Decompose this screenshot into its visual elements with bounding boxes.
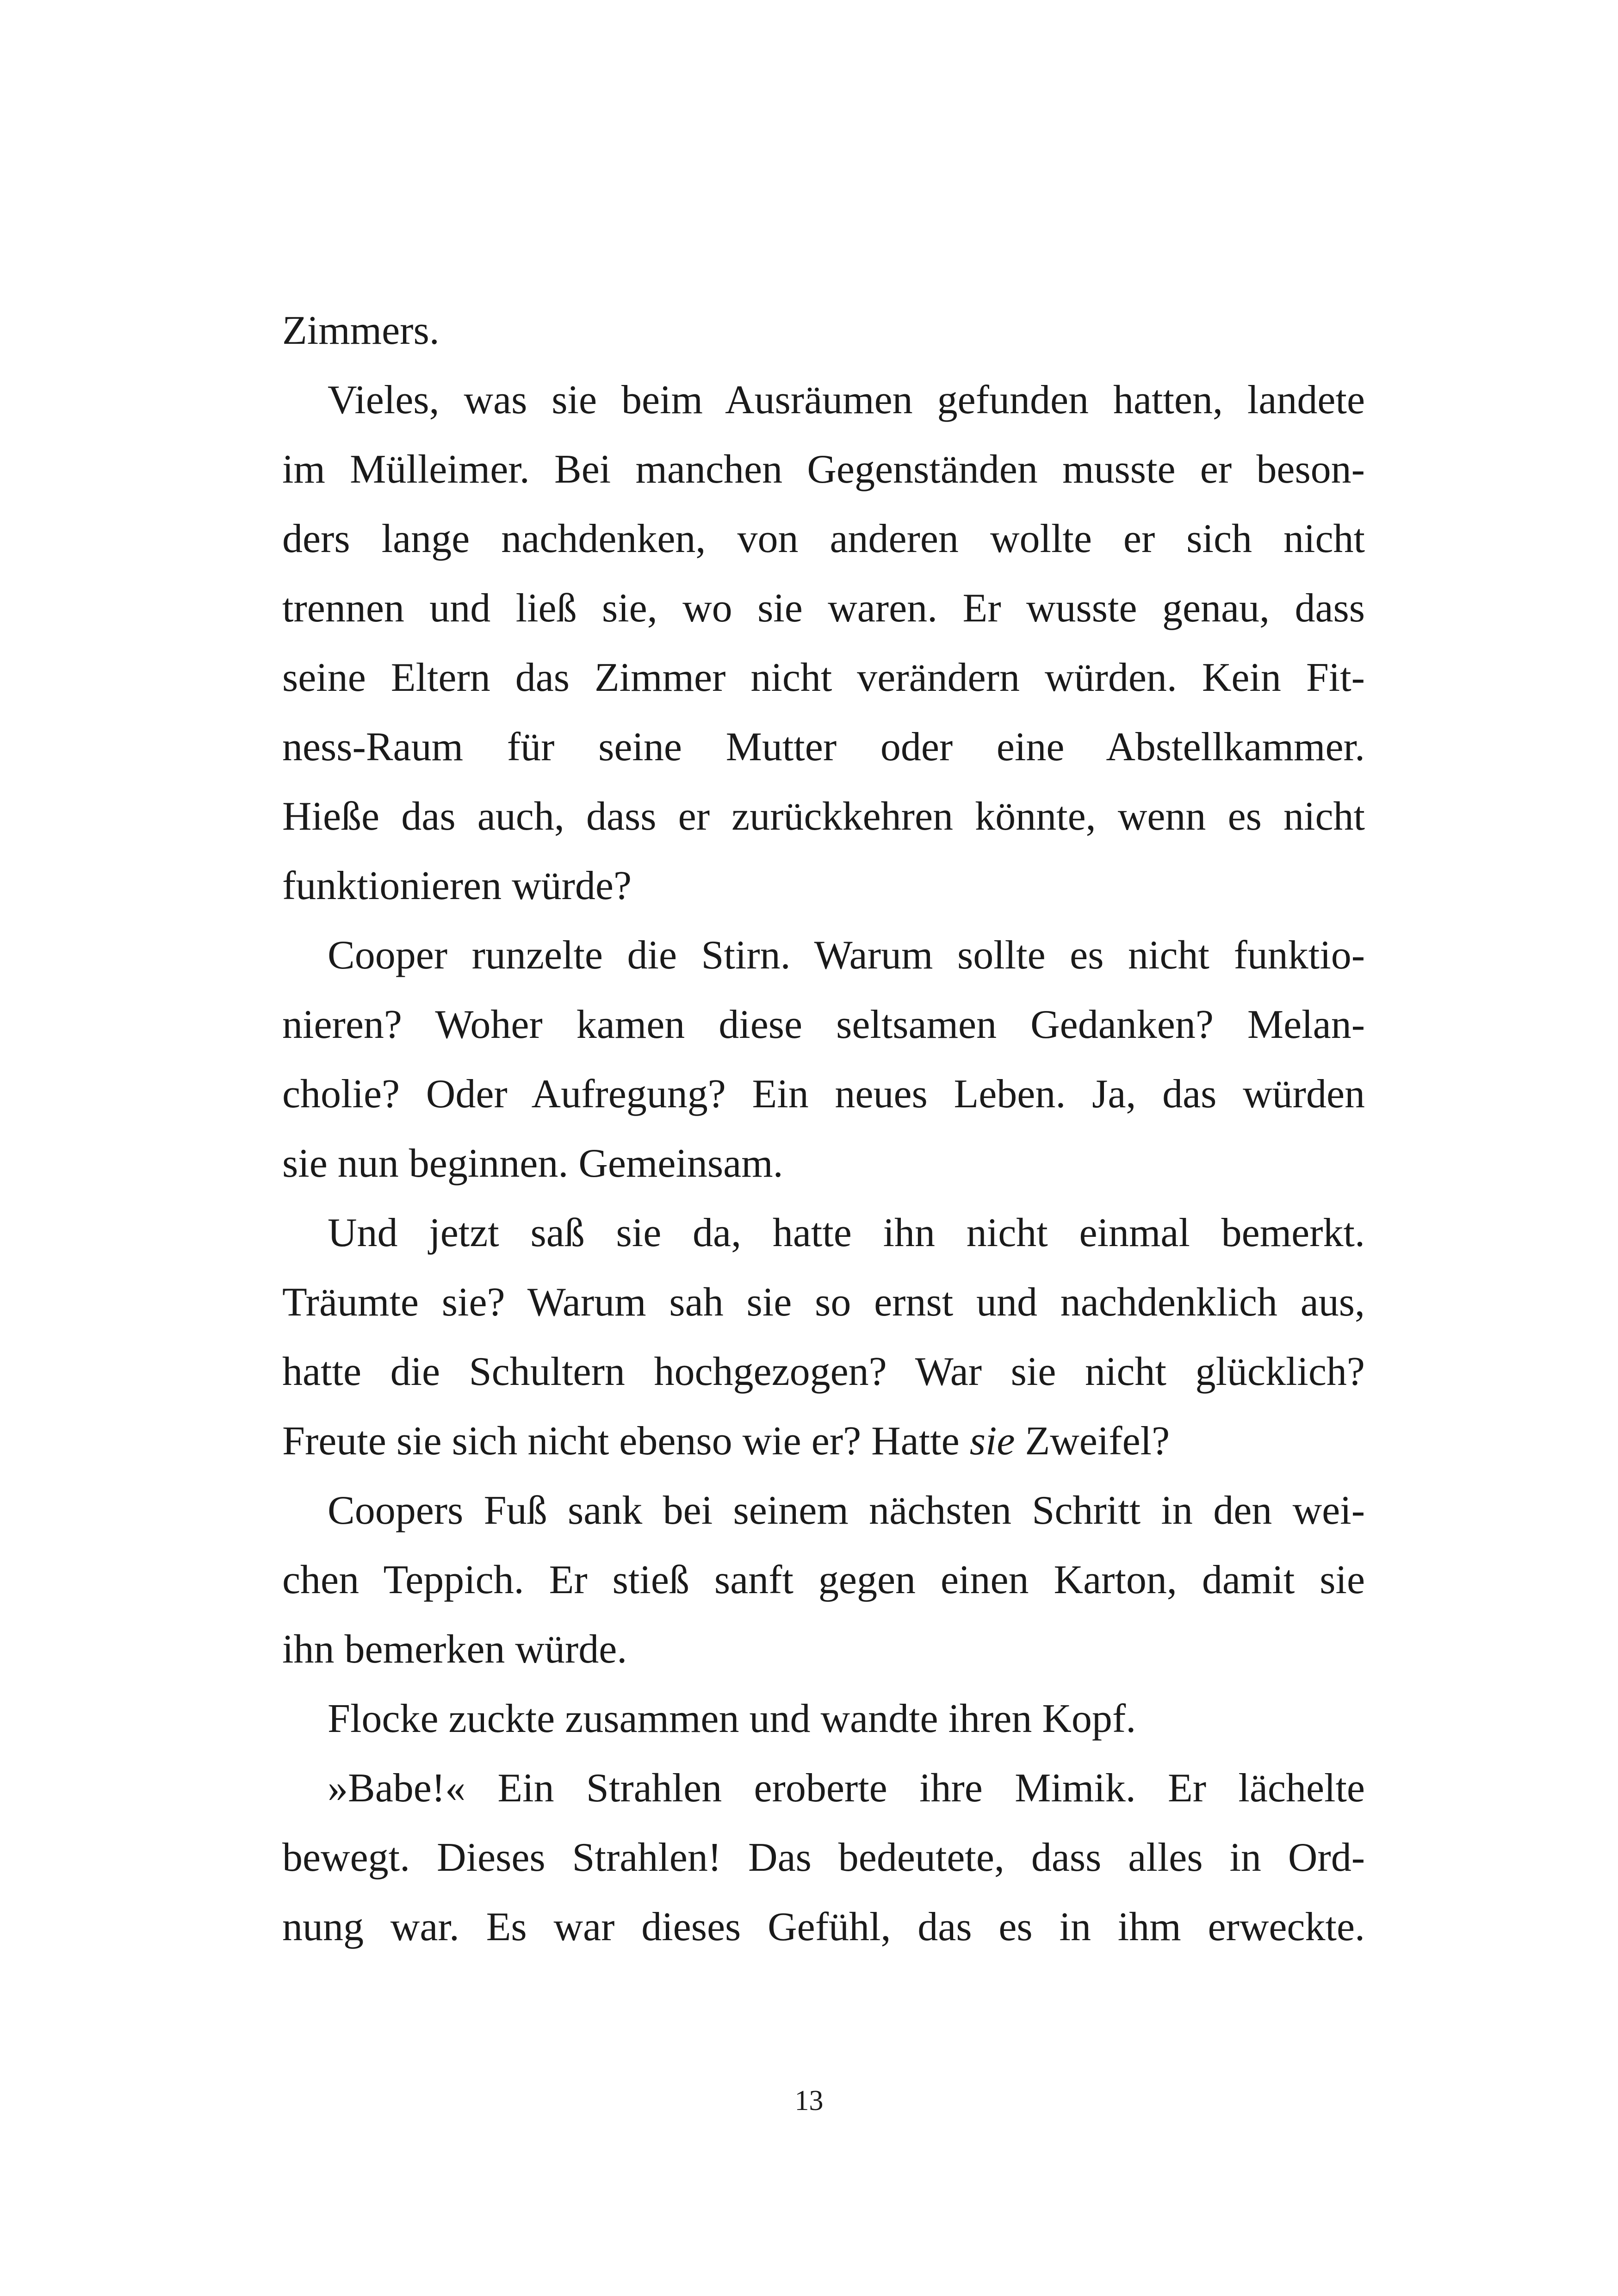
text-line: Flocke zuckte zusammen und wandte ihren Kopf. (328, 1696, 1136, 1741)
text-line: Vieles, was sie beim Ausräumen gefunden hatten, landete (328, 378, 1365, 422)
text-segment: Freute sie sich nicht ebenso wie er? Hatte (282, 1419, 970, 1464)
text-line: Coopers Fuß sank bei seinem nächsten Schritt in den wei- (328, 1488, 1365, 1533)
text-line: ihn bemerken würde. (282, 1627, 627, 1672)
text-line: sie nun beginnen. Gemeinsam. (282, 1141, 783, 1186)
text-line: Und jetzt saß sie da, hatte ihn nicht einmal bemerkt. (328, 1210, 1365, 1255)
text-line: ders lange nachdenken, von anderen wollte er sich nicht (282, 516, 1365, 561)
body-text (282, 296, 1365, 1962)
italic-word: sie (969, 1419, 1015, 1464)
text-line (282, 1407, 1365, 1476)
text-line: Zimmers. (282, 308, 440, 353)
text-line: funktionieren würde? (282, 863, 632, 908)
text-line: hatte die Schultern hochgezogen? War sie nicht glücklich? (282, 1349, 1365, 1394)
page-number: 13 (794, 2085, 824, 2116)
text-segment: Zweifel? (1015, 1419, 1170, 1464)
text-line: nieren? Woher kamen diese seltsamen Gedanken? Melan- (282, 1002, 1365, 1047)
text-line: chen Teppich. Er stieß sanft gegen einen Karton, damit sie (282, 1558, 1365, 1602)
text-line: nung war. Es war dieses Gefühl, das es in ihm erweckte. (282, 1905, 1365, 1949)
text-line: cholie? Oder Aufregung? Ein neues Leben. Ja, das würden (282, 1072, 1365, 1117)
text-line: trennen und ließ sie, wo sie waren. Er wusste genau, dass (282, 586, 1365, 631)
text-line: »Babe!« Ein Strahlen eroberte ihre Mimik. Er lächelte (328, 1766, 1365, 1811)
text-line: bewegt. Dieses Strahlen! Das bedeutete, dass alles in Ord- (282, 1835, 1365, 1880)
text-line: im Mülleimer. Bei manchen Gegenständen musste er beson- (282, 447, 1365, 492)
text-line: seine Eltern das Zimmer nicht verändern würden. Kein Fit- (282, 655, 1365, 700)
text-line: Hieße das auch, dass er zurückkehren könnte, wenn es nicht (282, 794, 1365, 839)
text-line: Träumte sie? Warum sah sie so ernst und nachdenklich aus, (282, 1280, 1365, 1325)
text-line: ness-Raum für seine Mutter oder eine Abstellkammer. (282, 725, 1365, 769)
text-line: Cooper runzelte die Stirn. Warum sollte es nicht funktio- (328, 933, 1365, 978)
